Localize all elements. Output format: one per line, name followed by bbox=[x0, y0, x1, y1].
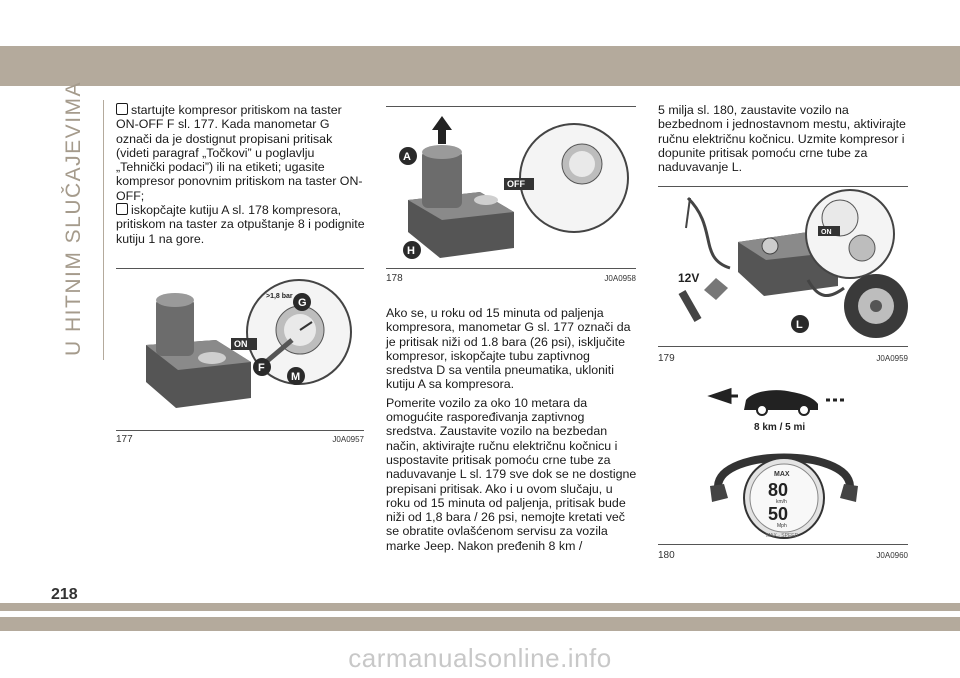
figure-177 bbox=[116, 268, 364, 448]
figure-code: J0A0958 bbox=[604, 274, 636, 283]
figure-number: 180 bbox=[658, 550, 675, 561]
section-rule bbox=[103, 100, 104, 360]
on-label: ON bbox=[234, 339, 248, 349]
distance-label: 8 km / 5 mi bbox=[754, 422, 806, 433]
paragraph: Pomerite vozilo za oko 10 metara da omogućite raspoređivanja zaptivnog sredstva. Zaustavite vozilo na bezbedan način, aktivirajte ručnu električnu kočnicu i uspostavite pritisak pomoću crne tube za naduvavanje L sl. 179 sve dok se ne dostigne prepisani pritisak. Ako i u ovom slučaju, u roku od 15 minuta od paljenja, pritisak bude niži od 1,8 bara / 26 psi, nemojte kretati več se obratite ovlašćenom servisu za vozila marke Jeep. Nakon pređenih 8 km / bbox=[386, 395, 637, 553]
figure-180 bbox=[658, 384, 908, 570]
footer-band-thin bbox=[0, 603, 960, 611]
column-1 bbox=[116, 103, 366, 246]
speed-limit-illustration bbox=[658, 386, 908, 546]
callout-a: A bbox=[403, 151, 411, 163]
checkbox-bullet-icon bbox=[116, 103, 128, 115]
list-item-text: iskopčajte kutiju A sl. 178 kompresora, pritiskom na taster za otpuštanje 8 i podignite kutiju 1 na gore. bbox=[116, 203, 365, 246]
figure-178 bbox=[386, 106, 636, 292]
list-item bbox=[116, 103, 366, 203]
off-label: OFF bbox=[507, 179, 525, 189]
page-number: 218 bbox=[51, 586, 78, 603]
callout-l: L bbox=[796, 319, 803, 331]
callout-f: F bbox=[258, 362, 265, 374]
inflation-illustration bbox=[658, 188, 908, 344]
checkbox-bullet-icon bbox=[116, 203, 128, 215]
list-item-text: startujte kompresor pritiskom na taster ON-OFF F sl. 177. Kada manometar G označi da je dostignut propisani pritisak (videti paragraf „Točkovi” u poglavlju „Tehnički podaci”) ili na etiketi; ugasite kompresor ponovnim pritiskom na taster ON-OFF; bbox=[116, 103, 363, 203]
figure-code: J0A0959 bbox=[876, 354, 908, 363]
pressure-label: >1,8 bar bbox=[266, 293, 293, 300]
sign-max-label: MAX bbox=[774, 471, 790, 478]
compressor-illustration bbox=[116, 270, 364, 430]
speed-mph-unit: Mph bbox=[777, 523, 787, 529]
list-item bbox=[116, 203, 366, 246]
speed-kmh-value: 80 bbox=[768, 480, 789, 500]
figure-179 bbox=[658, 186, 908, 370]
paragraph: Ako se, u roku od 15 minuta od paljenja kompresora, manometar G sl. 177 označi da je pritisak niži od 1.8 bara (26 psi), isključite kompresor, iskopčajte tubu zaptivnog sredstva D sa ventila pneumatika, ukloniti kutiju A sa kompresora. bbox=[386, 306, 631, 392]
callout-m: M bbox=[291, 371, 301, 383]
speed-kmh-unit: km/h bbox=[776, 499, 787, 505]
callout-g: G bbox=[298, 297, 307, 309]
compressor-lift-illustration bbox=[386, 110, 636, 266]
figure-number: 177 bbox=[116, 434, 133, 445]
figure-code: J0A0957 bbox=[332, 435, 364, 444]
figure-code: J0A0960 bbox=[876, 551, 908, 560]
figure-number: 178 bbox=[386, 273, 403, 284]
on-label: ON bbox=[821, 229, 832, 236]
column-2 bbox=[386, 306, 638, 557]
footer-band bbox=[0, 617, 960, 631]
speed-mph-value: 50 bbox=[768, 504, 789, 524]
figure-number: 179 bbox=[658, 353, 675, 364]
section-title: U HITNIM SLUČAJEVIMA bbox=[62, 80, 85, 356]
watermark-text: carmanualsonline.info bbox=[348, 643, 612, 673]
column-3 bbox=[658, 103, 908, 178]
voltage-label: 12V bbox=[678, 271, 700, 285]
callout-h: H bbox=[407, 245, 415, 257]
header-band bbox=[0, 46, 960, 86]
paragraph: 5 milja sl. 180, zaustavite vozilo na bezbednom i jednostavnom mestu, aktivirajte ručnu električnu kočnicu. Uzmite kompresor i dopunite pritisak pomoću crne tube za naduvavanje L. bbox=[658, 103, 906, 175]
sign-ring-text: MAX · SPEED bbox=[766, 533, 799, 539]
